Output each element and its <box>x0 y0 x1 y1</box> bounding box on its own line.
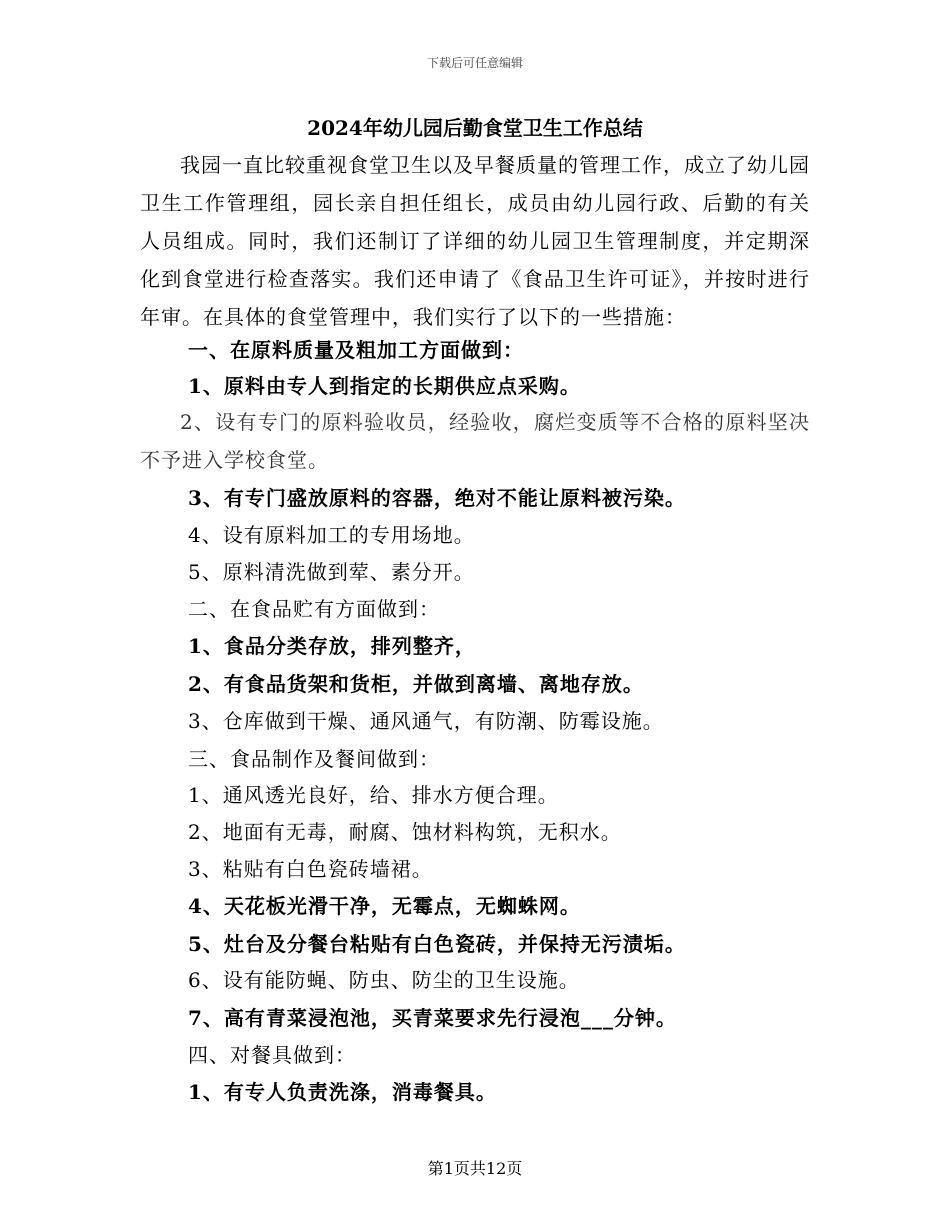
list-item: 7、高有青菜浸泡池，买青菜要求先行浸泡___分钟。 <box>188 1006 677 1030</box>
list-item: 1、食品分类存放，排列整齐， <box>188 634 476 658</box>
list-item: 2、地面有无毒，耐腐、蚀材料构筑，无积水。 <box>188 820 622 844</box>
section-heading: 二、在食品贮有方面做到： <box>188 597 440 621</box>
list-item: 4、设有原料加工的专用场地。 <box>188 523 475 547</box>
page-title: 2024年幼儿园后勤食堂卫生工作总结 <box>307 116 643 140</box>
list-item: 6、设有能防蝇、防虫、防尘的卫生设施。 <box>188 968 580 992</box>
list-item: 1、通风透光良好，给、排水方便合理。 <box>188 783 559 807</box>
list-item: 4、天花板光滑干净，无霉点，无蜘蛛网。 <box>188 894 581 918</box>
intro-paragraph: 我园一直比较重视食堂卫生以及早餐质量的管理工作，成立了幼儿园卫生工作管理组，园长亲自担任组长，成员由幼儿园行政、后勤的有关人员组成。同时，我们还制订了详细的幼儿园卫生管理制度，并定期深化到食堂进行检查落实。我们还申请了《食品卫生许可证》，并按时进行年审。在具体的食堂管理中，我们实行了以下的一些措施： <box>140 153 810 329</box>
list-item: 3、粘贴有白色瓷砖墙裙。 <box>188 857 433 881</box>
section-heading: 四、对餐具做到： <box>188 1043 356 1067</box>
list-item: 3、有专门盛放原料的容器，绝对不能让原料被污染。 <box>188 486 686 510</box>
page-number: 第1页共12页 <box>427 1159 523 1178</box>
section-heading: 一、在原料质量及粗加工方面做到： <box>188 338 524 362</box>
list-item: 1、原料由专人到指定的长期供应点采购。 <box>188 374 581 398</box>
list-item: 5、灶台及分餐台粘贴有白色瓷砖，并保持无污渍垢。 <box>188 932 686 956</box>
list-item: 1、有专人负责洗涤，消毒餐具。 <box>188 1080 497 1104</box>
list-item: 5、原料清洗做到荤、素分开。 <box>188 560 475 584</box>
page-header: 下载后可任意编辑 <box>426 56 523 70</box>
list-item: 2、设有专门的原料验收员，经验收，腐烂变质等不合格的原料坚决不予进入学校食堂。 <box>140 410 810 472</box>
list-item: 3、仓库做到干燥、通风通气，有防潮、防霉设施。 <box>188 709 664 733</box>
list-item: 2、有食品货架和货柜，并做到离墙、离地存放。 <box>188 672 644 696</box>
section-heading: 三、食品制作及餐间做到： <box>188 747 440 771</box>
